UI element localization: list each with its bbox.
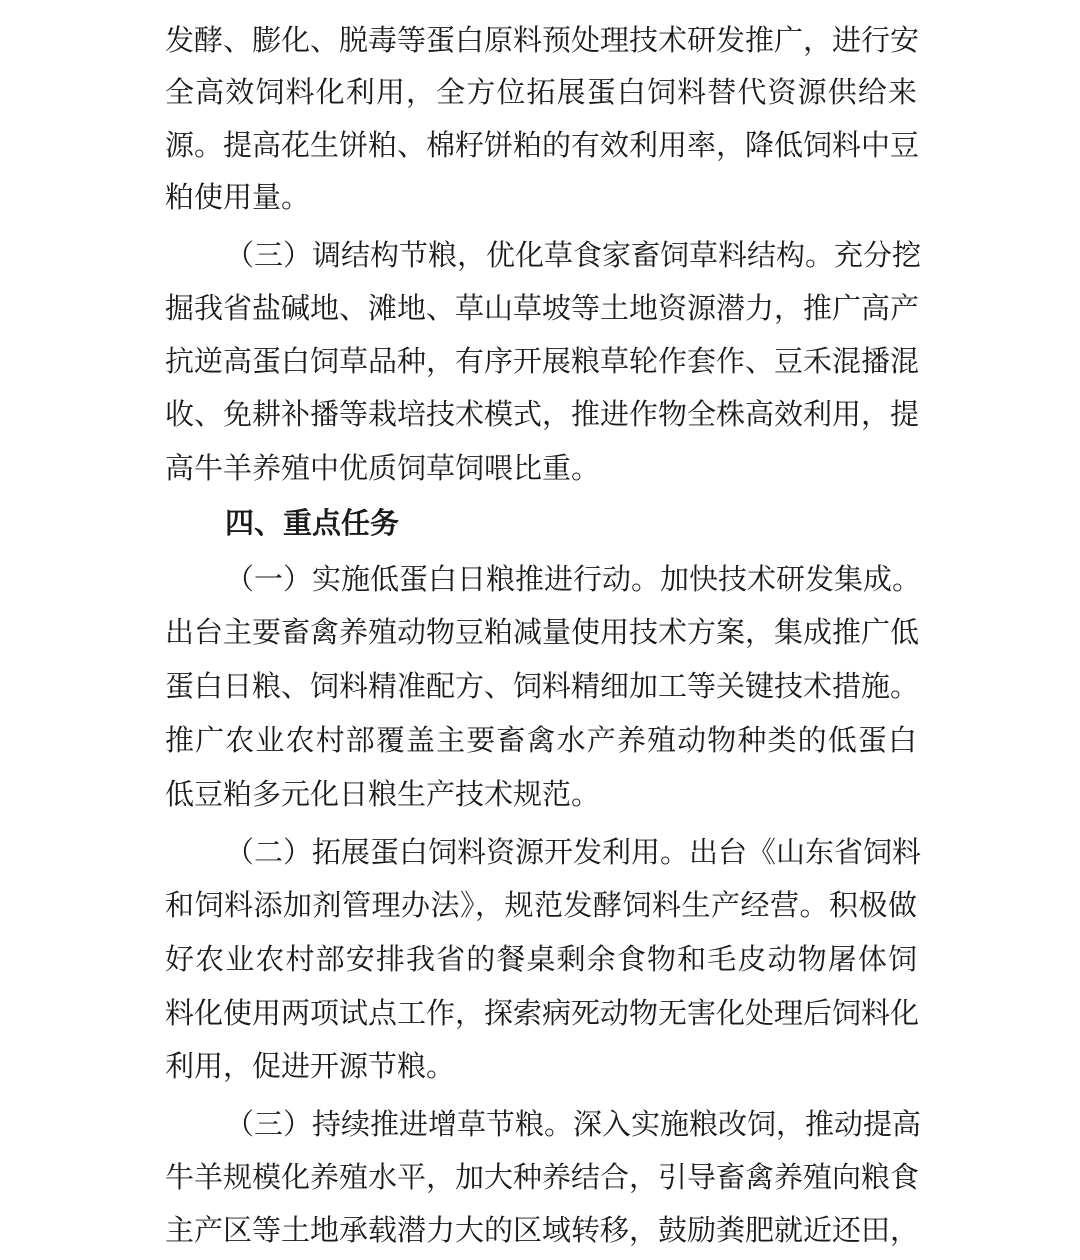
text-line-2: 全高效饲料化利用，全方位拓展蛋白饲料替代资源供给来: [165, 75, 917, 109]
text-line-11: （一）实施低蛋白日粮推进行动。加快技术研发集成。: [225, 562, 922, 596]
text-line-12: 出台主要畜禽养殖动物豆粕减量使用技术方案，集成推广低: [165, 615, 920, 649]
text-line-9: 高牛羊养殖中优质饲草饲喂比重。: [165, 451, 601, 485]
text-line-19: 料化使用两项试点工作，探索病死动物无害化处理后饲料化: [165, 996, 920, 1030]
text-line-18: 好农业农村部安排我省的餐桌剩余食物和毛皮动物屠体饲: [165, 942, 917, 976]
text-line-13: 蛋白日粮、饲料精准配方、饲料精细加工等关键技术措施。: [165, 669, 920, 703]
text-line-15: 低豆粕多元化日粮生产技术规范。: [165, 777, 601, 811]
text-line-20: 利用，促进开源节粮。: [165, 1049, 456, 1083]
text-line-23: 主产区等土地承载潜力大的区域转移，鼓励粪肥就近还田，: [165, 1213, 920, 1247]
text-line-8: 收、免耕补播等栽培技术模式，推进作物全株高效利用，提: [165, 397, 920, 431]
text-line-5: （三）调结构节粮，优化草食家畜饲草料结构。充分挖: [225, 238, 922, 272]
text-line-17: 和饲料添加剂管理办法》，规范发酵饲料生产经营。积极做: [165, 888, 917, 922]
section-heading: 四、重点任务: [225, 506, 400, 540]
text-line-16: （二）拓展蛋白饲料资源开发利用。出台《山东省饲料: [225, 835, 922, 869]
text-line-3: 源。提高花生饼粕、棉籽饼粕的有效利用率，降低饲料中豆: [165, 128, 920, 162]
text-line-6: 掘我省盐碱地、滩地、草山草坡等土地资源潜力，推广高产: [165, 291, 920, 325]
text-line-22: 牛羊规模化养殖水平，加大种养结合，引导畜禽养殖向粮食: [165, 1160, 920, 1194]
text-line-14: 推广农业农村部覆盖主要畜禽水产养殖动物种类的低蛋白: [165, 723, 917, 757]
text-line-4: 粕使用量。: [165, 180, 311, 214]
text-line-21: （三）持续推进增草节粮。深入实施粮改饲，推动提高: [225, 1107, 922, 1141]
text-line-1: 发酵、膨化、脱毒等蛋白原料预处理技术研发推广，进行安: [165, 23, 920, 57]
text-line-7: 抗逆高蛋白饲草品种，有序开展粮草轮作套作、豆禾混播混: [165, 344, 920, 378]
